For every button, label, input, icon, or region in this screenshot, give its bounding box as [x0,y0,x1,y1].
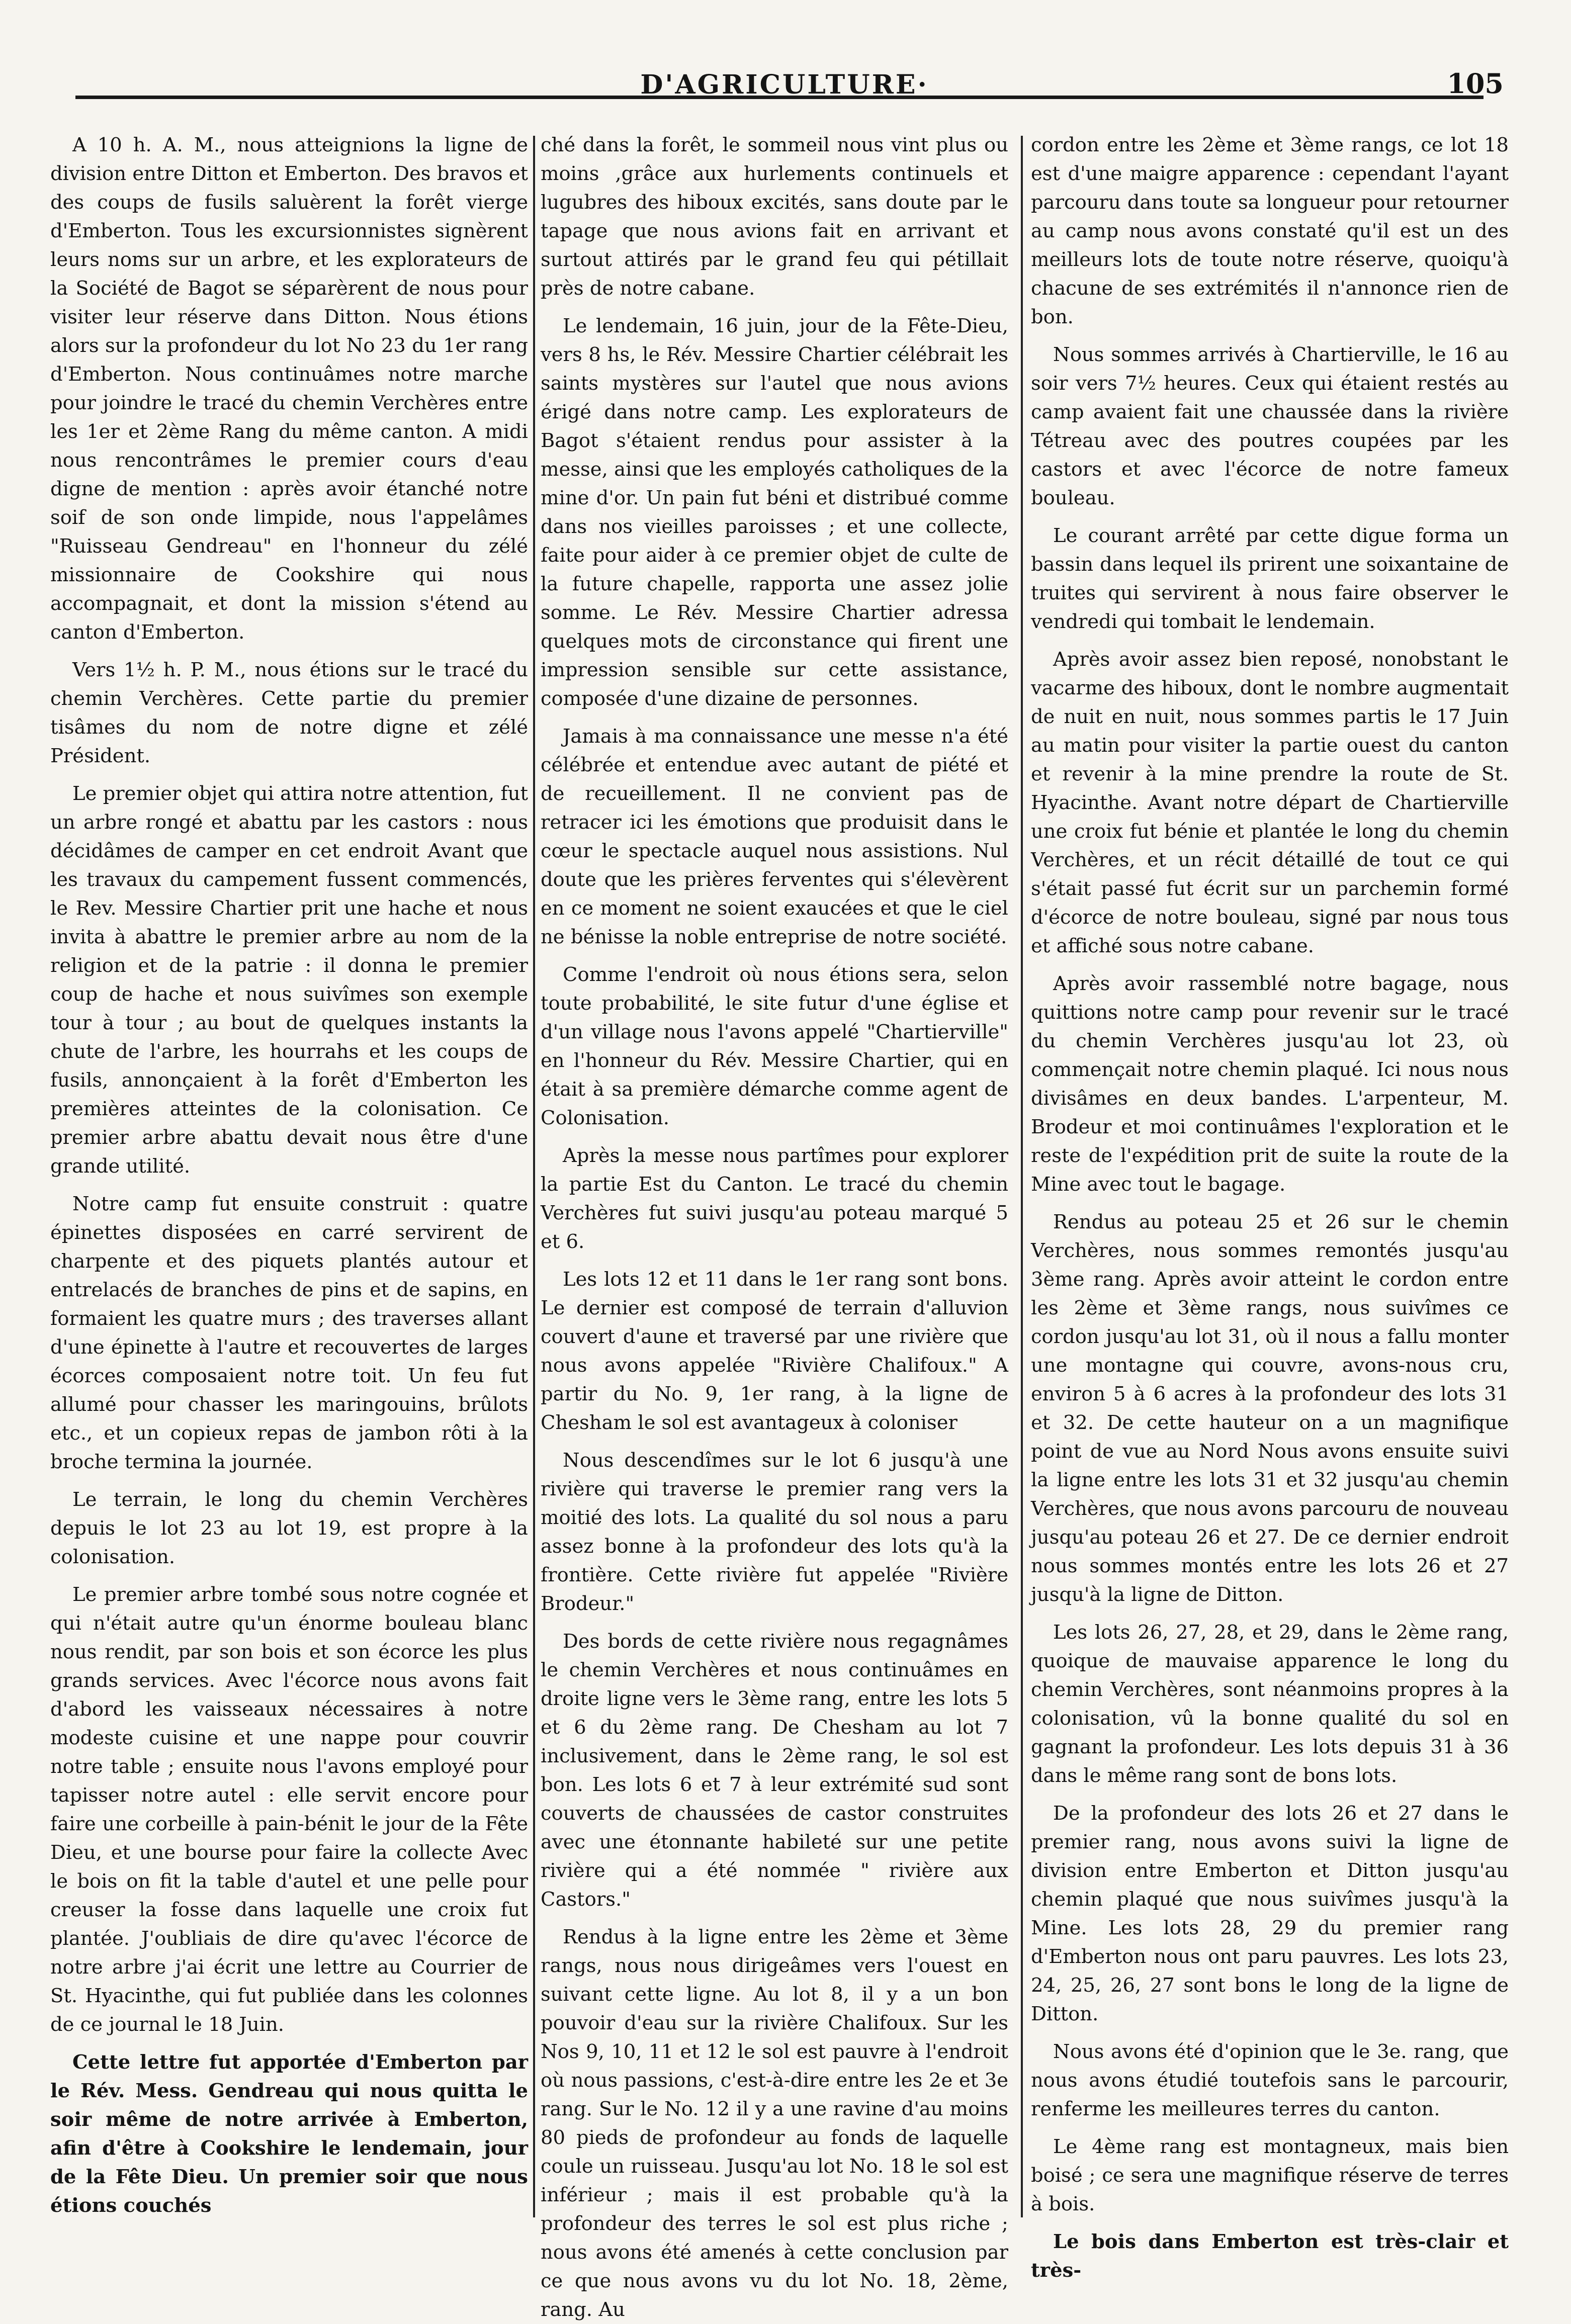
paragraph: Après avoir assez bien reposé, nonobstant le vacarme des hiboux, dont le nombre augmentait de nuit en nuit, nous sommes partis le 17 Juin au matin pour visiter la partie ouest du canton et revenir à la mine prendre la route de St. Hyacinthe. Avant notre départ de Chartierville une croix fut bénie et plantée le long du chemin Verchères, et un récit détaillé de tout ce qui s'était passé fut écrit sur un parchemin formé d'écorce de notre bouleau, signé par nous tous et affiché sous notre cabane. [1031,648,1509,957]
paragraph: Nous sommes arrivés à Chartierville, le 16 au soir vers 7½ heures. Ceux qui étaient restés au camp avaient fait une chaussée dans la rivière Tétreau avec des poutres coupées par les castors et avec l'écorce de notre fameux bouleau. [1031,343,1509,509]
paragraph: Rendus au poteau 25 et 26 sur le chemin Verchères, nous sommes remontés jusqu'au 3ème rang. Après avoir atteint le cordon entre les 2ème et 3ème rangs, nous suivîmes ce cordon jusqu'au lot 31, où il nous a fallu monter une montagne qui couvre, avons-nous cru, environ 5 à 6 acres à la profondeur des lots 31 et 32. De cette hauteur on a un magnifique point de vue au Nord Nous avons ensuite suivi la ligne entre les lots 31 et 32 jusqu'au chemin Verchères, que nous avons parcouru de nouveau jusqu'au poteau 26 et 27. De ce dernier endroit nous sommes montés entre les lots 26 et 27 jusqu'à la ligne de Ditton. [1031,1211,1509,1606]
paragraph: Notre camp fut ensuite construit : quatre épinettes disposées en carré servirent de charpente et des piquets plantés autour et entrelacés de branches de pins et de sapins, en formaient les quatre murs ; des traverses allant d'une épinette à l'autre et recouvertes de larges écorces composaient notre toit. Un feu fut allumé pour chasser les maringouins, brûlots etc., et un copieux repas de jambon rôti à la broche termina la journée. [50,1193,528,1473]
paragraph: Nous avons été d'opinion que le 3e. rang, que nous avons étudié toutefois sans le parcourir, renferme les meilleures terres du canton. [1031,2040,1509,2120]
page-header [60,60,1509,126]
paragraph: De la profondeur des lots 26 et 27 dans le premier rang, nous avons suivi la ligne de division entre Emberton et Ditton jusqu'au chemin plaqué que nous suivîmes jusqu'à la Mine. Les lots 28, 29 du premier rang d'Emberton nous ont paru pauvres. Les lots 23, 24, 25, 26, 27 sont bons le long de la ligne de Ditton. [1031,1802,1509,2025]
paragraph: Après la messe nous partîmes pour explorer la partie Est du Canton. Le tracé du chemin Verchères fut suivi jusqu'au poteau marqué 5 et 6. [541,1144,1008,1253]
paragraph: Le lendemain, 16 juin, jour de la Fête-Dieu, vers 8 hs, le Rév. Messire Chartier célébrait les saints mystères sur l'autel que nous avions érigé dans notre camp. Les explorateurs de Bagot s'étaient rendus pour assister à la messe, ainsi que les employés catholiques de la mine d'or. Un pain fut béni et distribué comme dans nos vieilles paroisses ; et une collecte, faite pour aider à ce premier objet de culte de la future chapelle, rapporta une assez jolie somme. Le Rév. Messire Chartier adressa quelques mots de circonstance qui firent une impression sensible sur cette assistance, composée d'une dizaine de personnes. [541,315,1008,710]
paragraph: Des bords de cette rivière nous regagnâmes le chemin Verchères et nous continuâmes en droite ligne vers le 3ème rang, entre les lots 5 et 6 du 2ème rang. De Chesham au lot 7 inclusivement, dans le 2ème rang, le sol est bon. Les lots 6 et 7 à leur extrémité sud sont couverts de chaussées de castor construites avec une étonnante habileté sur une petite rivière qui a été nommée " rivière aux Castors." [541,1630,1008,1911]
paragraph: Le terrain, le long du chemin Verchères depuis le lot 23 au lot 19, est propre à la colonisation. [50,1488,528,1568]
paragraph: Les lots 12 et 11 dans le 1er rang sont bons. Le dernier est composé de terrain d'alluvion couvert d'aune et traversé par une rivière que nous avons appelée "Rivière Chalifoux." A partir du No. 9, 1er rang, à la ligne de Chesham le sol est avantageux à coloniser [541,1268,1008,1434]
paragraph: Comme l'endroit où nous étions sera, selon toute probabilité, le site futur d'une église et d'un village nous l'avons appelé "Chartierville" en l'honneur du Rév. Messire Chartier, qui en était à sa première démarche comme agent de Colonisation. [541,963,1008,1129]
paragraph: ché dans la forêt, le sommeil nous vint plus ou moins ,grâce aux hurlements continuels et lugubres des hiboux excités, sans doute par le tapage que nous avions fait en arrivant et surtout attirés par le grand feu qui pétillait près de notre cabane. [541,134,1008,300]
text-column-2 [541,131,1008,2321]
paragraph: cordon entre les 2ème et 3ème rangs, ce lot 18 est d'une maigre apparence : cependant l'ayant parcouru dans toute sa longueur pour retourner au camp nous avons constaté qu'il est un des meilleurs lots de toute notre réserve, quoiqu'à chacune de ses extrémités il n'annonce rien de bon. [1031,134,1509,328]
running-title: D'AGRICULTURE· [640,69,929,100]
paragraph: Nous descendîmes sur le lot 6 jusqu'à une rivière qui traverse le premier rang vers la moitié des lots. La qualité du sol nous a paru assez bonne à la profondeur des lots qu'à la frontière. Cette rivière fut appelée "Rivière Brodeur." [541,1449,1008,1615]
paragraph: Le bois dans Emberton est très-clair et très- [1031,2230,1509,2282]
paragraph: Vers 1½ h. P. M., nous étions sur le tracé du chemin Verchères. Cette partie du premier tisâmes du nom de notre digne et zélé Président. [50,659,528,767]
paragraph: Le premier arbre tombé sous notre cognée et qui n'était autre qu'un énorme bouleau blanc nous rendit, par son bois et son écorce les plus grands services. Avec l'écorce nous avons fait d'abord les vaisseaux nécessaires à notre modeste cuisine et une nappe pour couvrir notre table ; ensuite nous l'avons employé pour tapisser notre autel : elle servit encore pour faire une corbeille à pain-bénit le jour de la Fête Dieu, et une bourse pour faire la collecte Avec le bois on fit la table d'autel et une pelle pour creuser la fosse dans laquelle une croix fut plantée. J'oubliais de dire qu'avec l'écorce de notre arbre j'ai écrit une lettre au Courrier de St. Hyacinthe, qui fut publiée dans les colonnes de ce journal le 18 Juin. [50,1583,528,2036]
column-divider [533,136,535,2217]
paragraph: Le 4ème rang est montagneux, mais bien boisé ; ce sera une magnifique réserve de terres à bois. [1031,2135,1509,2215]
paragraph: Cette lettre fut apportée d'Emberton par le Rév. Mess. Gendreau qui nous quitta le soir même de notre arrivée à Emberton, afin d'être à Cookshire le lendemain, jour de la Fête Dieu. Un premier soir que nous étions couchés [50,2051,528,2217]
paragraph: Rendus à la ligne entre les 2ème et 3ème rangs, nous nous dirigeâmes vers l'ouest en suivant cette ligne. Au lot 8, il y a un bon pouvoir d'eau sur la rivière Chalifoux. Sur les Nos 9, 10, 11 et 12 le sol est pauvre à l'endroit où nous passions, c'est-à-dire entre les 2e et 3e rang. Sur le No. 12 il y a une ravine d'au moins 80 pieds de profondeur au fonds de laquelle coule un ruisseau. Jusqu'au lot No. 18 le sol est inférieur ; mais il est probable qu'à la profondeur des terres le sol est plus riche ; nous avons été amenés à cette conclusion par ce que nous avons vu du lot No. 18, 2ème, rang. Au [541,1926,1008,2321]
paragraph: Après avoir rassemblé notre bagage, nous quittions notre camp pour revenir sur le tracé du chemin Verchères jusqu'au lot 23, où commençait notre chemin plaqué. Ici nous nous divisâmes en deux bandes. L'arpenteur, M. Brodeur et moi continuâmes l'exploration et le reste de l'expédition prit de suite la route de la Mine avec tout le bagage. [1031,972,1509,1196]
paragraph: Jamais à ma connaissance une messe n'a été célébrée et entendue avec autant de piété et de recueillement. Il ne convient pas de retracer ici les émotions que produisit dans le cœur le spectacle auquel nous assistions. Nul doute que les prières ferventes qui s'élevèrent en ce moment ne soient exaucées et que le ciel ne bénisse la noble entreprise de notre société. [541,725,1008,948]
header-rule [75,96,1483,99]
paragraph: A 10 h. A. M., nous atteignions la ligne de division entre Ditton et Emberton. Des bravos et des coups de fusils saluèrent la forêt vierge d'Emberton. Tous les excursionnistes signèrent leurs noms sur un arbre, et les explorateurs de la Société de Bagot se séparèrent de nous pour visiter leur réserve dans Ditton. Nous étions alors sur la profondeur du lot No 23 du 1er rang d'Emberton. Nous continuâmes notre marche pour joindre le tracé du chemin Verchères entre les 1er et 2ème Rang du même canton. A midi nous rencontrâmes le premier cours d'eau digne de mention : après avoir étanché notre soif de son onde limpide, nous l'appelâmes "Ruisseau Gendreau" en l'honneur du zélé missionnaire de Cookshire qui nous accompagnait, et dont la mission s'étend au canton d'Emberton. [50,134,528,644]
column-divider [1021,136,1023,2217]
paragraph: Le premier objet qui attira notre attention, fut un arbre rongé et abattu par les castors : nous décidâmes de camper en cet endroit Avant que les travaux du campement fussent commencés, le Rev. Messire Chartier prit une hache et nous invita à abattre le premier arbre au nom de la religion et de la patrie : il donna le premier coup de hache et nous suivîmes son exemple tour à tour ; au bout de quelques instants la chute de l'arbre, les hourrahs et les coups de fusils, annonçaient à la forêt d'Emberton les premières atteintes de la colonisation. Ce premier arbre abattu devait nous être d'une grande utilité. [50,782,528,1178]
page-number: 105 [1447,67,1504,100]
text-column-3 [1031,131,1509,2282]
paragraph: Les lots 26, 27, 28, et 29, dans le 2ème rang, quoique de mauvaise apparence le long du chemin Verchères, sont néanmoins propres à la colonisation, vû la bonne qualité du sol en gagnant la profondeur. Les lots depuis 31 à 36 dans le même rang sont de bons lots. [1031,1621,1509,1787]
text-column-1 [50,131,528,2217]
paragraph: Le courant arrêté par cette digue forma un bassin dans lequel ils prirent une soixantaine de truites qui servirent à nous faire observer le vendredi qui tombait le lendemain. [1031,524,1509,633]
